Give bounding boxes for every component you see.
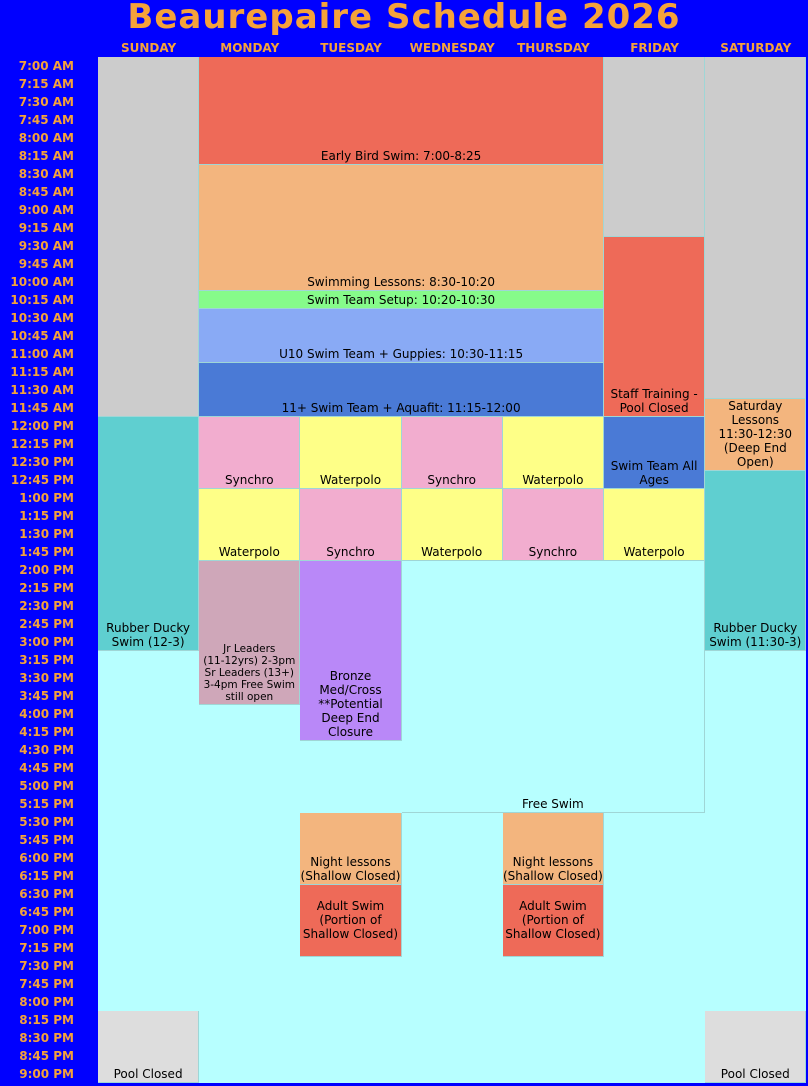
event-label-line: Free Swim <box>522 797 584 811</box>
time-label: 9:15 AM <box>18 221 74 235</box>
time-label: 3:30 PM <box>19 671 74 685</box>
time-label: 4:00 PM <box>19 707 74 721</box>
event-label-line: (Shallow Closed) <box>502 869 603 883</box>
event-sat-rubber-ducky <box>705 471 806 651</box>
day-header-tuesday: TUESDAY <box>320 41 382 55</box>
time-label: 5:15 PM <box>19 797 74 811</box>
event-label-line: Pool Closed <box>720 1067 790 1081</box>
time-label: 8:15 AM <box>18 149 74 163</box>
event-label-line: Med/Cross <box>319 683 382 697</box>
event-label-line: Synchro <box>225 473 274 487</box>
event-mon-synchro <box>199 417 300 489</box>
time-label: 6:00 PM <box>19 851 74 865</box>
time-label: 8:15 PM <box>19 1013 74 1027</box>
event-label-line: 11:30-12:30 <box>718 427 793 441</box>
event-staff-training <box>604 237 705 417</box>
event-mon-leaders <box>199 561 300 705</box>
event-label-line: Rubber Ducky <box>106 621 191 635</box>
event-label-line: Waterpolo <box>218 545 280 559</box>
event-label-line: (Deep End Open) <box>723 441 787 469</box>
time-label: 1:45 PM <box>19 545 74 559</box>
time-label: 7:15 PM <box>19 941 74 955</box>
time-label: 9:45 AM <box>18 257 74 271</box>
time-label: 7:45 PM <box>19 977 74 991</box>
event-label-line: Sr Leaders (13+) <box>204 667 295 679</box>
time-label: 8:00 PM <box>19 995 74 1009</box>
time-label: 11:45 AM <box>10 401 74 415</box>
time-label: 7:00 AM <box>18 59 74 73</box>
event-sun-closed-pm <box>98 1011 199 1083</box>
time-label: 3:15 PM <box>19 653 74 667</box>
event-label-line: Waterpolo <box>623 545 685 559</box>
event-label-line: 3-4pm Free Swim <box>203 679 295 691</box>
time-label: 7:45 AM <box>18 113 74 127</box>
event-tue-synchro <box>300 489 401 561</box>
event-label-line: 11+ Swim Team + Aquafit: 11:15-12:00 <box>281 401 521 415</box>
time-label: 10:15 AM <box>10 293 74 307</box>
time-label: 5:45 PM <box>19 833 74 847</box>
event-label-line: Pool Closed <box>113 1067 183 1081</box>
time-label: 10:45 AM <box>10 329 74 343</box>
time-label: 4:45 PM <box>19 761 74 775</box>
event-thu-waterpolo <box>503 417 604 489</box>
time-label: 10:30 AM <box>10 311 74 325</box>
event-tue-bronze <box>300 561 401 741</box>
time-label: 9:00 AM <box>18 203 74 217</box>
event-label-line: Swim (11:30-3) <box>709 635 802 649</box>
event-label-line: Swim (12-3) <box>111 635 185 649</box>
event-free-swim <box>402 561 706 813</box>
event-label-line: Saturday Lessons <box>728 399 783 427</box>
event-label-line: Pool Closed <box>619 401 689 415</box>
time-label: 8:45 PM <box>19 1049 74 1063</box>
event-label-line: Adult Swim <box>316 899 385 913</box>
event-label-line: Night lessons <box>310 855 391 869</box>
event-label-line: Swimming Lessons: 8:30-10:20 <box>307 275 495 289</box>
day-header-saturday: SATURDAY <box>720 41 792 55</box>
event-tue-night-lessons <box>300 813 401 885</box>
event-fri-swim-team <box>604 417 705 489</box>
event-fri-waterpolo <box>604 489 705 561</box>
time-label: 8:00 AM <box>18 131 74 145</box>
event-thu-night-lessons <box>503 813 604 885</box>
event-label-line: Ages <box>639 473 669 487</box>
event-thu-synchro <box>503 489 604 561</box>
event-swim-team-setup <box>199 291 604 309</box>
day-header-thursday: THURSDAY <box>517 41 590 55</box>
event-mon-waterpolo <box>199 489 300 561</box>
time-label: 5:00 PM <box>19 779 74 793</box>
time-label: 1:00 PM <box>19 491 74 505</box>
time-label: 1:30 PM <box>19 527 74 541</box>
event-label-line: Swim Team Setup: 10:20-10:30 <box>307 293 496 307</box>
time-label: 3:00 PM <box>19 635 74 649</box>
event-label-line: **Potential <box>318 697 383 711</box>
time-label: 12:15 PM <box>10 437 74 451</box>
time-label: 7:30 PM <box>19 959 74 973</box>
event-u10-swim <box>199 309 604 363</box>
event-sun-closed-am <box>98 57 199 417</box>
event-label-line: Rubber Ducky <box>713 621 798 635</box>
time-label: 7:00 PM <box>19 923 74 937</box>
event-label-line: (Shallow Closed) <box>300 869 401 883</box>
event-label-line: Shallow Closed) <box>505 927 601 941</box>
time-label: 11:30 AM <box>10 383 74 397</box>
page-title: Beaurepaire Schedule 2026 <box>127 0 681 37</box>
event-label-line: Synchro <box>326 545 375 559</box>
event-swim-11plus <box>199 363 604 417</box>
time-label: 5:30 PM <box>19 815 74 829</box>
event-label-line: Synchro <box>528 545 578 559</box>
event-label-line: Waterpolo <box>319 473 382 487</box>
event-early-bird <box>199 57 604 165</box>
event-label-line: (Portion of <box>521 913 584 927</box>
time-label: 4:30 PM <box>19 743 74 757</box>
time-label: 7:30 AM <box>18 95 74 109</box>
event-label-line: Bronze <box>329 669 372 683</box>
time-label: 8:45 AM <box>18 185 74 199</box>
event-label-line: Waterpolo <box>522 473 584 487</box>
time-label: 11:00 AM <box>10 347 74 361</box>
event-label-line: (11-12yrs) 2-3pm <box>203 655 296 667</box>
event-fri-grey <box>604 57 705 237</box>
time-label: 9:30 AM <box>18 239 74 253</box>
time-label: 2:45 PM <box>19 617 74 631</box>
event-wed-waterpolo <box>402 489 503 561</box>
time-label: 2:00 PM <box>19 563 74 577</box>
event-sat-closed-am <box>705 57 806 399</box>
time-label: 10:00 AM <box>10 275 74 289</box>
event-swim-lessons <box>199 165 604 291</box>
event-label-line: Adult Swim <box>519 899 587 913</box>
time-label: 6:45 PM <box>19 905 74 919</box>
event-label-line: Deep End <box>321 711 380 725</box>
event-thu-adult-swim <box>503 885 604 957</box>
event-label-line: Closure <box>327 725 373 739</box>
day-header-friday: FRIDAY <box>630 41 679 55</box>
time-label: 12:00 PM <box>10 419 74 433</box>
time-label: 9:00 PM <box>19 1067 74 1081</box>
day-header-wednesday: WEDNESDAY <box>409 41 495 55</box>
time-label: 3:45 PM <box>19 689 74 703</box>
event-wed-synchro <box>402 417 503 489</box>
event-tue-adult-swim <box>300 885 401 957</box>
event-label-line: Staff Training - <box>610 387 698 401</box>
event-label-line: Early Bird Swim: 7:00-8:25 <box>320 149 482 163</box>
event-label-line: Waterpolo <box>421 545 483 559</box>
day-header-monday: MONDAY <box>220 41 280 55</box>
time-label: 4:15 PM <box>19 725 74 739</box>
time-label: 8:30 PM <box>19 1031 74 1045</box>
day-header-sunday: SUNDAY <box>120 41 177 55</box>
event-label-line: still open <box>225 691 274 703</box>
time-label: 12:30 PM <box>10 455 74 469</box>
schedule-grid <box>98 57 806 1083</box>
event-sat-closed-pm <box>705 1011 806 1083</box>
time-label: 6:15 PM <box>19 869 74 883</box>
event-label-line: Swim Team All <box>610 459 698 473</box>
time-label: 6:30 PM <box>19 887 74 901</box>
event-label-line: (Portion of <box>319 913 382 927</box>
time-label: 1:15 PM <box>19 509 74 523</box>
time-label: 2:30 PM <box>19 599 74 613</box>
event-label-line: Synchro <box>427 473 476 487</box>
event-label-line: Jr Leaders <box>223 643 276 655</box>
time-label: 7:15 AM <box>18 77 74 91</box>
time-label: 12:45 PM <box>10 473 74 487</box>
time-label: 8:30 AM <box>18 167 74 181</box>
event-label-line: U10 Swim Team + Guppies: 10:30-11:15 <box>279 347 524 361</box>
time-label: 2:15 PM <box>19 581 74 595</box>
event-sat-lessons <box>705 399 806 471</box>
event-label-line: Night lessons <box>512 855 594 869</box>
event-sun-rubber-ducky <box>98 417 199 651</box>
event-label-line: Shallow Closed) <box>302 927 399 941</box>
time-label: 11:15 AM <box>10 365 74 379</box>
event-tue-waterpolo <box>300 417 401 489</box>
